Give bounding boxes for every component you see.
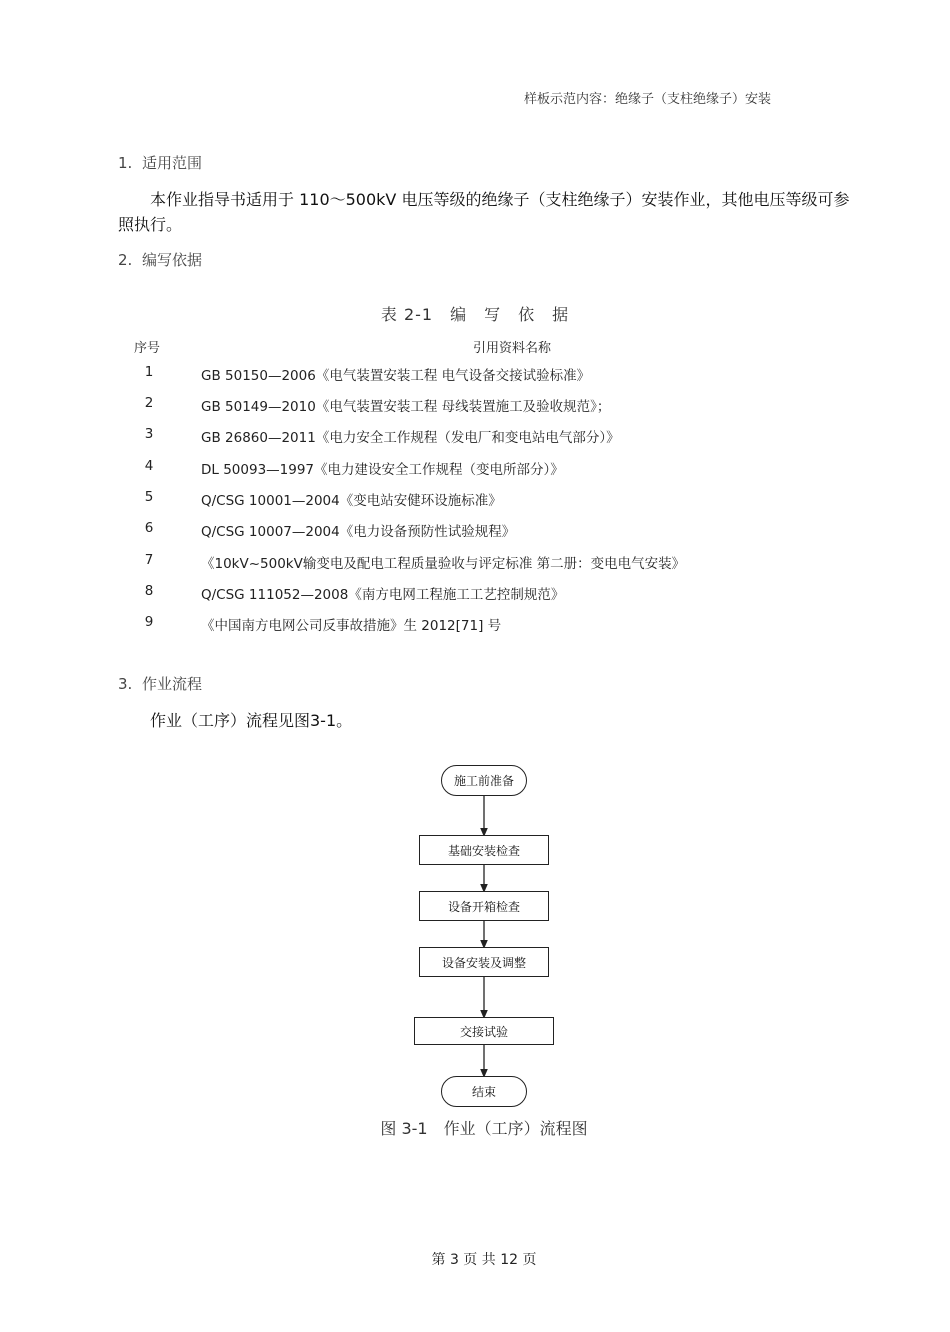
row-number: 3 — [144, 426, 154, 442]
flow-step-install-adjust: 设备安装及调整 — [419, 947, 549, 977]
row-number: 8 — [144, 583, 154, 599]
row-reference: Q/CSG 10001—2004《变电站安健环设施标准》 — [201, 493, 502, 509]
section-title: 作业流程 — [142, 675, 203, 693]
flow-step-unpacking-check: 设备开箱检查 — [419, 891, 549, 921]
row-reference: 《中国南方电网公司反事故措施》生 2012[71] 号 — [201, 618, 502, 634]
section-title: 编写依据 — [142, 251, 203, 269]
flow-step-start: 施工前准备 — [441, 765, 527, 796]
section-title: 适用范围 — [142, 154, 203, 172]
row-number: 1 — [144, 364, 154, 380]
row-reference: Q/CSG 10007—2004《电力设备预防性试验规程》 — [201, 524, 516, 540]
row-reference: DL 50093—1997《电力建设安全工作规程（变电所部分）》 — [201, 462, 564, 478]
row-number: 6 — [144, 520, 154, 536]
row-number: 2 — [144, 395, 154, 411]
table-header-reference: 引用资料名称 — [473, 341, 552, 356]
table-header-number: 序号 — [134, 341, 161, 356]
figure-caption: 图 3-1 作业（工序）流程图 — [380, 1119, 588, 1138]
row-reference: 《10kV~500kV输变电及配电工程质量验收与评定标准 第二册：变电电气安装》 — [201, 556, 686, 572]
row-reference: GB 50149—2010《电气装置安装工程 母线装置施工及验收规范》； — [201, 399, 611, 415]
row-number: 4 — [144, 458, 154, 474]
row-number: 9 — [144, 614, 154, 630]
flow-step-foundation-check: 基础安装检查 — [419, 835, 549, 865]
row-reference: GB 50150—2006《电气装置安装工程 电气设备交接试验标准》 — [201, 368, 591, 384]
row-number: 7 — [144, 552, 154, 568]
row-reference: Q/CSG 111052—2008《南方电网工程施工工艺控制规范》 — [201, 587, 565, 603]
section-number: 2. — [118, 251, 133, 269]
section-number: 3. — [118, 675, 133, 693]
page-header: 样板示范内容：绝缘子（支柱绝缘子）安装 — [524, 92, 772, 107]
row-number: 5 — [144, 489, 154, 505]
section-number: 1. — [118, 154, 133, 172]
page-footer: 第 3 页 共 12 页 — [431, 1252, 537, 1268]
scope-paragraph-line2: 照执行。 — [118, 215, 183, 234]
flow-step-handover-test: 交接试验 — [414, 1017, 554, 1045]
flow-step-end: 结束 — [441, 1076, 527, 1107]
row-reference: GB 26860—2011《电力安全工作规程（发电厂和变电站电气部分）》 — [201, 430, 620, 446]
scope-paragraph-line1: 本作业指导书适用于 110～500kV 电压等级的绝缘子（支柱绝缘子）安装作业，其他电压等级可参 — [150, 190, 850, 209]
process-paragraph: 作业（工序）流程见图3-1。 — [150, 711, 353, 730]
table-title: 表 2-1 编 写 依 据 — [380, 305, 570, 324]
